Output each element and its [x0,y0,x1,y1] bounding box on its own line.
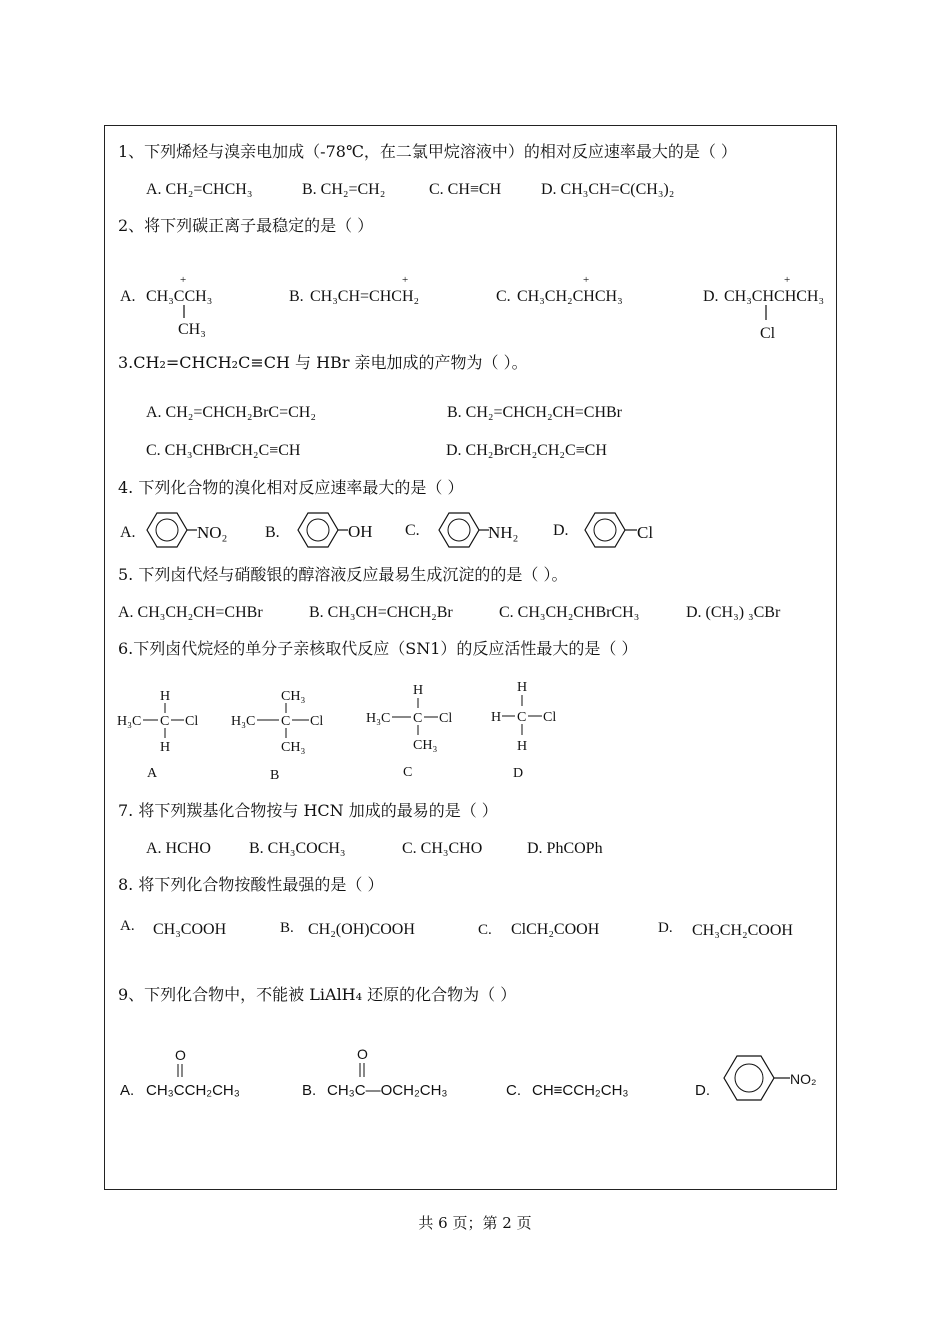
svg-text:H₃C: H₃C [366,711,391,726]
q5-option-d: D. (CH₃) ₃CBr [686,604,781,621]
q9-c-formula: CH≡CCH₂CH₃ [532,1082,629,1099]
q2-a-formula: CH₃CCH₃ [146,288,213,305]
svg-text:C: C [281,714,291,729]
q7-option-b: B. CH₃COCH₃ [249,840,346,857]
q2-d-substituent: Cl [760,325,776,342]
q2-d-label: D. [703,288,719,305]
q5-option-c: C. CH₃CH₂CHBrCH₃ [499,604,640,621]
q6-c-structure [366,683,452,780]
svg-text:Cl: Cl [439,711,453,726]
q9-b-label: B. [302,1082,317,1099]
q2-c-formula: CH₃CH₂CHCH₃ [517,288,623,305]
svg-text:C: C [413,711,423,726]
q9-b-oxygen: O [357,1046,368,1062]
q5-stem: 5. 下列卤代烃与硝酸银的醇溶液反应最易生成沉淀的的是（ ）。 [118,565,568,584]
q9-a-oxygen: O [175,1047,186,1063]
svg-text:C: C [517,710,527,725]
q4-structures [0,508,950,558]
q2-stem: 2、将下列碳正离子最稳定的是（ ） [118,216,374,235]
q8-b-formula: CH₂(OH)COOH [308,921,415,938]
svg-text:H: H [160,740,171,755]
q6-b-label: B [270,768,280,783]
q9-a-formula: CH₃CCH₂CH₃ [146,1082,240,1099]
q6-structures [0,672,950,782]
q7-option-a: A. HCHO [146,840,211,857]
q4-c-benzene-icon [439,513,479,547]
q1-option-c: C. CH≡CH [429,181,502,198]
q2-b-charge: + [402,274,409,286]
svg-text:CH₃: CH₃ [281,689,306,704]
q9-b-formula: CH₃C—OCH₂CH₃ [327,1082,448,1099]
q8-a-label: A. [120,918,135,934]
q9-d-label: D. [695,1082,710,1099]
q5-option-b: B. CH₃CH=CHCH₂Br [309,604,453,621]
q3-option-c: C. CH₃CHBrCH₂C≡CH [146,442,301,459]
q9-options [0,1040,950,1110]
q9-a-label: A. [120,1082,135,1099]
q5-option-a: A. CH₃CH₂CH=CHBr [118,604,263,621]
q8-a-formula: CH₃COOH [153,921,227,938]
q6-c-label: C [403,765,413,780]
q2-a-charge: + [180,274,187,286]
q6-a-label: A [147,766,158,781]
svg-text:H: H [517,680,528,695]
q7-option-c: C. CH₃CHO [402,840,483,857]
svg-text:Cl: Cl [310,714,324,729]
page-footer: 共 6 页；第 2 页 [418,1214,532,1232]
svg-text:H: H [160,689,171,704]
q3-stem: 3.CH₂=CHCH₂C≡CH 与 HBr 亲电加成的产物为（ ）。 [118,353,528,372]
q8-d-formula: CH₃CH₂COOH [692,922,793,939]
q4-b-label: B. [265,524,280,541]
svg-text:H₃C: H₃C [117,714,142,729]
q6-d-structure [491,680,556,781]
q3-option-b: B. CH₂=CHCH₂CH=CHBr [447,404,623,421]
q4-b-benzene-icon [298,513,338,547]
q7-option-d: D. PhCOPh [527,840,603,857]
q2-structures [0,268,950,348]
q4-a-label: A. [120,524,136,541]
q6-stem: 6.下列卤代烷烃的单分子亲核取代反应（SN1）的反应活性最大的是（ ） [118,639,638,658]
q7-stem: 7. 将下列羰基化合物按与 HCN 加成的最易的是（ ） [118,801,498,820]
q8-c-label: C. [478,922,492,938]
q2-c-label: C. [496,288,511,305]
q4-stem: 4. 下列化合物的溴化相对反应速率最大的是（ ） [118,478,464,497]
svg-text:C: C [160,714,170,729]
q1-option-d: D. CH₃CH=C(CH₃)₂ [541,181,675,198]
q1-stem: 1、下列烯烃与溴亲电加成（-78℃，在二氯甲烷溶液中）的相对反应速率最大的是（ ） [118,142,737,161]
svg-text:H₃C: H₃C [231,714,256,729]
q3-option-a: A. CH₂=CHCH₂BrC=CH₂ [146,404,316,421]
q9-d-benzene-icon [724,1056,774,1100]
svg-text:H: H [491,710,502,725]
q4-a-group: NO₂ [197,523,228,542]
svg-text:CH₃: CH₃ [281,740,306,755]
q4-b-group: OH [348,522,373,541]
q4-c-group: NH₂ [488,523,519,542]
q8-d-label: D. [658,920,673,936]
svg-text:Cl: Cl [185,714,199,729]
q8-stem: 8. 将下列化合物按酸性最强的是（ ） [118,875,384,894]
q6-a-structure [117,689,198,781]
q2-b-formula: CH₃CH=CHCH₂ [310,288,420,305]
q6-b-structure [231,689,323,783]
q2-d-charge: + [784,274,791,286]
q2-c-charge: + [583,274,590,286]
svg-text:CH₃: CH₃ [413,738,438,753]
q2-a-label: A. [120,288,136,305]
svg-text:H: H [413,683,424,698]
svg-text:Cl: Cl [543,710,557,725]
q4-d-group: Cl [637,523,654,542]
q8-b-label: B. [280,920,294,936]
q9-stem: 9、下列化合物中，不能被 LiAlH₄ 还原的化合物为（ ） [118,985,517,1004]
q4-c-label: C. [405,522,420,539]
q1-option-b: B. CH₂=CH₂ [302,181,386,198]
svg-text:H: H [517,739,528,754]
q1-option-a: A. CH₂=CHCH₃ [146,181,253,198]
q4-d-label: D. [553,522,569,539]
q4-d-benzene-icon [585,513,625,547]
q8-options [0,910,950,950]
q2-d-formula: CH₃CHCHCH₃ [724,288,825,305]
q4-a-benzene-icon [147,513,187,547]
q9-c-label: C. [506,1082,521,1099]
q8-c-formula: ClCH₂COOH [511,921,600,938]
q3-option-d: D. CH₂BrCH₂CH₂C≡CH [446,442,607,459]
q9-d-group: NO₂ [790,1071,817,1087]
q2-b-label: B. [289,288,304,305]
q6-d-label: D [513,766,524,781]
q2-a-substituent: CH₃ [178,321,206,338]
